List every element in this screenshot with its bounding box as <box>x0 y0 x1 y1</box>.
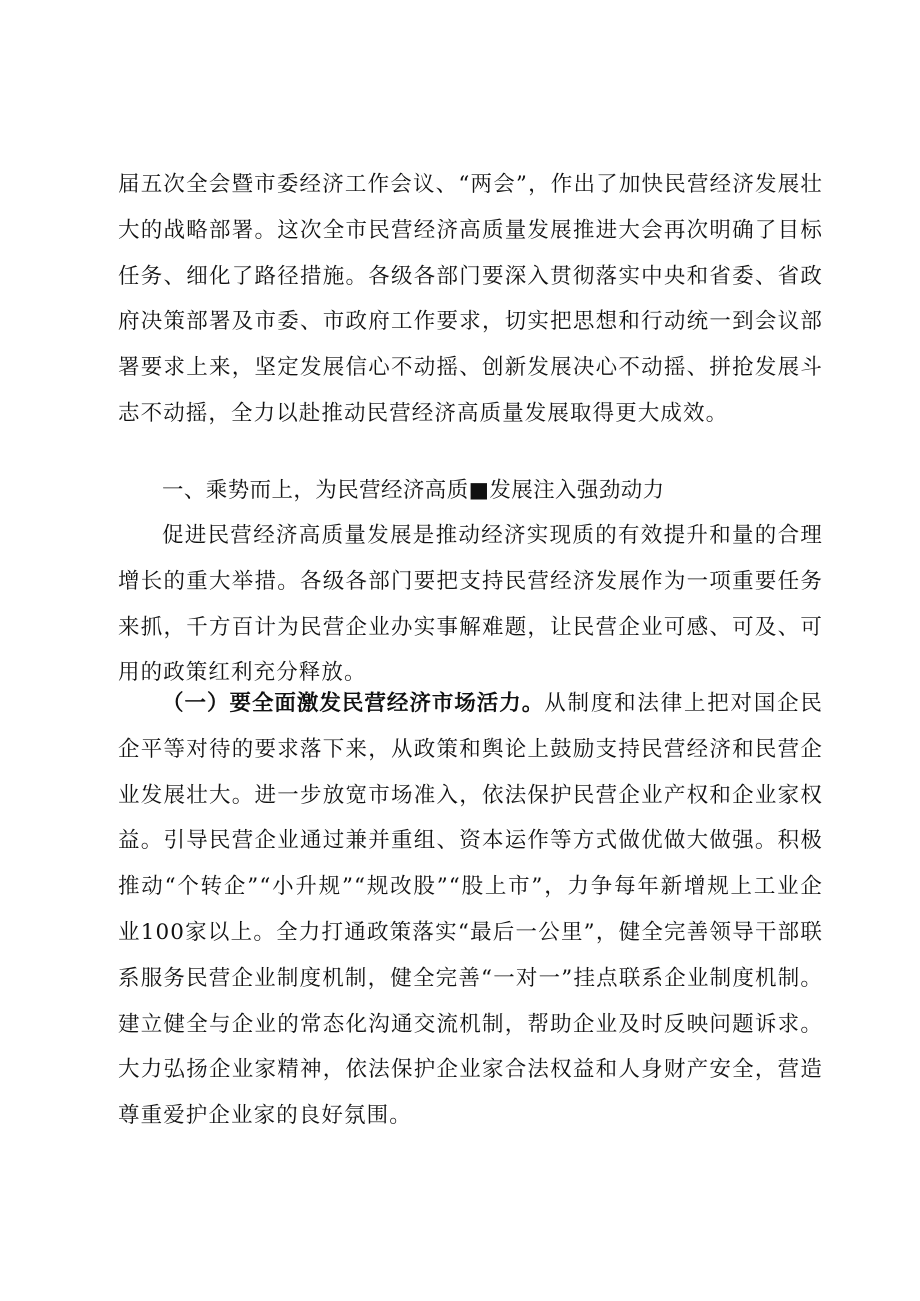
paragraph-section-intro: 促进民营经济高质量发展是推动经济实现质的有效提升和量的合理增长的重大举措。各级各部门要把支持民营经济发展作为一项重要任务来抓，千方百计为民营企业办实事解难题，让民营企业可感、可及、可用的政策红利充分释放。 <box>118 523 823 686</box>
subsection-1-body: 从制度和法律上把对国企民企平等对待的要求落下来，从政策和舆论上鼓励支持民营经济和民营企业发展壮大。进一步放宽市场准入，依法保护民营企业产权和企业家权益。引导民营企业通过兼并重组、资本运作等方式做优做大做强。积极推动“个转企”“小升规”“规改股”“股上市”，力争每年新增规上工业企业100家以上。全力打通政策落实“最后一公里”，健全完善领导干部联系服务民营企业制度机制，健全完善“一对一”挂点联系企业制度机制。建立健全与企业的常态化沟通交流机制，帮助企业及时反映问题诉求。大力弘扬企业家精神，依法保护企业家合法权益和人身财产安全，营造尊重爱护企业家的良好氛围。 <box>118 691 824 1129</box>
section-heading-1: 一、乘势而上，为民营经济高质■发展注入强劲动力 <box>162 478 665 503</box>
paragraph-subsection-1 <box>118 681 823 1139</box>
subsection-1-title: （一）要全面激发民营经济市场活力。 <box>162 691 545 716</box>
paragraph-continuation: 届五次全会暨市委经济工作会议、“两会”，作出了加快民营经济发展壮大的战略部署。这次全市民营经济高质量发展推进大会再次明确了目标任务、细化了路径措施。各级各部门要深入贯彻落实中央和省委、省政府决策部署及市委、市政府工作要求，切实把思想和行动统一到会议部署要求上来，坚定发展信心不动摇、创新发展决心不动摇、拼抢发展斗志不动摇，全力以赴推动民营经济高质量发展取得更大成效。 <box>118 172 823 426</box>
